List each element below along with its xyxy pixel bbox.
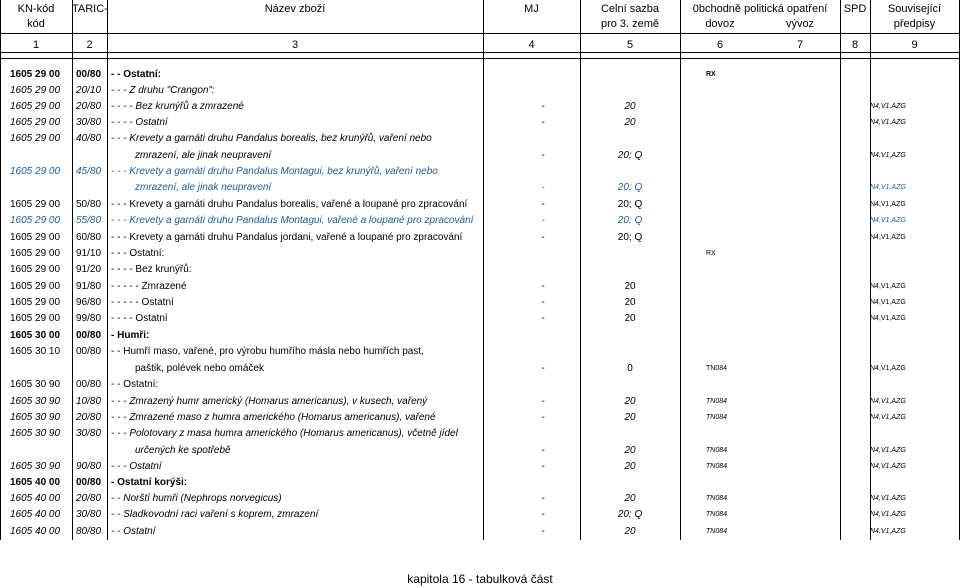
export-measure-cell: N4,V1,AZG	[870, 398, 906, 405]
column-number: 9	[911, 39, 918, 51]
column-number: 1	[32, 39, 40, 51]
duty-rate-cell: 20	[624, 117, 636, 128]
taric-code-cell: 55/80	[76, 215, 102, 226]
table-row	[0, 394, 960, 410]
taric-code-cell: 30/80	[76, 509, 102, 520]
table-row	[0, 279, 960, 295]
grid-line	[0, 33, 960, 34]
kn-code-cell: 1605 29 00	[10, 264, 61, 275]
import-measure-cell: RX	[706, 71, 716, 78]
table-row	[0, 410, 960, 426]
taric-code-cell: 00/80	[76, 330, 102, 341]
goods-description-cell: - - - Ostatní	[111, 461, 162, 472]
unit-cell: -	[541, 182, 545, 193]
header-goods-name: Název zboží	[264, 3, 326, 15]
table-row	[0, 491, 960, 507]
header-export: vývoz	[785, 18, 815, 30]
kn-code-cell: 1605 30 90	[10, 412, 61, 423]
unit-cell: -	[541, 199, 545, 210]
duty-rate-cell: 20; Q	[617, 232, 643, 243]
column-number: 2	[86, 39, 93, 51]
goods-description-cell: - - Ostatní:	[111, 379, 159, 390]
table-row	[0, 459, 960, 475]
unit-cell: -	[541, 297, 545, 308]
table-row	[0, 213, 960, 229]
export-measure-cell: N4,V1,AZG	[870, 528, 906, 535]
footer-chapter-label: kapitola 16 - tabulková část	[407, 572, 553, 586]
header-related-2: předpisy	[893, 18, 936, 30]
header-kn-code: KN-kód	[17, 3, 55, 15]
duty-rate-cell: 20	[624, 101, 636, 112]
table-row	[0, 148, 960, 164]
import-measure-cell: TN084	[706, 463, 728, 470]
goods-description-cell: - - Sladkovodní raci vaření s koprem, zmrazení	[111, 509, 319, 520]
kn-code-cell: 1605 29 00	[10, 101, 61, 112]
goods-description-cell: - - Humří maso, vařené, pro výrobu humřího másla nebo humřích past,	[111, 346, 424, 357]
unit-cell: -	[541, 363, 545, 374]
unit-cell: -	[541, 445, 545, 456]
duty-rate-cell: 20	[624, 526, 636, 537]
duty-rate-cell: 20; Q	[617, 150, 643, 161]
export-measure-cell: N4,V1,AZG	[870, 447, 906, 454]
import-measure-cell: TN084	[706, 447, 728, 454]
kn-code-cell: 1605 29 00	[10, 133, 61, 144]
duty-rate-cell: 20	[624, 412, 636, 423]
unit-cell: -	[541, 313, 545, 324]
export-measure-cell: N4,V1,AZG	[870, 234, 906, 241]
goods-description-cell: - - - Zmrazený humr americký (Homarus americanus), v kusech, vařený	[111, 396, 428, 407]
taric-code-cell: 20/80	[76, 101, 102, 112]
taric-code-cell: 50/80	[76, 199, 102, 210]
table-row	[0, 295, 960, 311]
unit-cell: -	[541, 101, 545, 112]
table-row	[0, 361, 960, 377]
duty-rate-cell: 20	[624, 445, 636, 456]
goods-description-cell: - - Norští humři (Nephrops norvegicus)	[111, 493, 282, 504]
goods-description-cell: - - - Zmrazené maso z humra amerického (Homarus americanus), vařené	[111, 412, 436, 423]
table-row	[0, 377, 960, 393]
table-row	[0, 83, 960, 99]
column-number: 7	[796, 39, 804, 51]
table-row	[0, 262, 960, 278]
export-measure-cell: N4,V1,AZG	[870, 119, 906, 126]
header-spd: SPD	[843, 3, 867, 15]
goods-description-cell: - - - Krevety a garnáti druhu Pandalus jordani, vařené a loupané pro zpracování	[111, 232, 463, 243]
taric-code-cell: 00/80	[76, 379, 102, 390]
import-measure-cell: TN084	[706, 414, 728, 421]
duty-rate-cell: 20; Q	[617, 182, 643, 193]
goods-description-cell: - - - Krevety a garnáti druhu Pandalus Montagui, vařené a loupané pro zpracování	[111, 215, 474, 226]
unit-cell: -	[541, 493, 545, 504]
table-row	[0, 475, 960, 491]
header-duty-2: pro 3. země	[600, 18, 660, 30]
header-kn-code-2: kód	[27, 18, 45, 30]
export-measure-cell: N4,V1,AZG	[870, 365, 906, 372]
header-import: dovoz	[705, 18, 735, 30]
duty-rate-cell: 20; Q	[617, 215, 643, 226]
kn-code-cell: 1605 40 00	[10, 493, 61, 504]
kn-code-cell: 1605 29 00	[10, 199, 61, 210]
export-measure-cell: N4,V1,AZG	[870, 184, 906, 191]
table-row	[0, 246, 960, 262]
taric-code-cell: 99/80	[76, 313, 102, 324]
kn-code-cell: 1605 30 90	[10, 461, 61, 472]
taric-code-cell: 91/10	[76, 248, 102, 259]
table-row	[0, 99, 960, 115]
export-measure-cell: N4,V1,AZG	[870, 299, 906, 306]
kn-code-cell: 1605 30 90	[10, 396, 61, 407]
taric-code-cell: 10/80	[76, 396, 102, 407]
taric-code-cell: 40/80	[76, 133, 102, 144]
column-number: 6	[716, 39, 724, 51]
export-measure-cell: N4,V1,AZG	[870, 315, 906, 322]
taric-code-cell: 96/80	[76, 297, 102, 308]
export-measure-cell: N4,V1,AZG	[870, 511, 906, 518]
kn-code-cell: 1605 29 00	[10, 248, 61, 259]
kn-code-cell: 1605 29 00	[10, 85, 61, 96]
taric-code-cell: 90/80	[76, 461, 102, 472]
table-row	[0, 180, 960, 196]
taric-code-cell: 30/80	[76, 428, 102, 439]
goods-description-cell: - - - Krevety a garnáti druhu Pandalus borealis, bez krunýřů, vaření nebo	[111, 133, 432, 144]
kn-code-cell: 1605 40 00	[10, 526, 61, 537]
taric-code-cell: 80/80	[76, 526, 102, 537]
table-row	[0, 426, 960, 442]
table-row	[0, 344, 960, 360]
import-measure-cell: TN084	[706, 495, 728, 502]
taric-code-cell: 45/80	[76, 166, 102, 177]
goods-description-cell: paštik, polévek nebo omáček	[135, 363, 264, 374]
goods-description-cell: - - - - Bez krunýřů a zmrazené	[111, 101, 244, 112]
table-row	[0, 131, 960, 147]
duty-rate-cell: 20; Q	[617, 199, 643, 210]
table-row	[0, 230, 960, 246]
export-measure-cell: N4,V1,AZG	[870, 201, 906, 208]
import-measure-cell: TN084	[706, 398, 728, 405]
goods-description-cell: - Ostatní korýši:	[111, 477, 188, 488]
duty-rate-cell: 20	[624, 396, 636, 407]
goods-description-cell: určených ke spotřebě	[135, 445, 231, 456]
taric-code-cell: 91/80	[76, 281, 102, 292]
taric-code-cell: 00/80	[76, 477, 102, 488]
unit-cell: -	[541, 526, 545, 537]
unit-cell: -	[541, 509, 545, 520]
unit-cell: -	[541, 281, 545, 292]
goods-description-cell: - - - Krevety a garnáti druhu Pandalus borealis, vařené a loupané pro zpracování	[111, 199, 468, 210]
kn-code-cell: 1605 40 00	[10, 509, 61, 520]
taric-code-cell: 20/10	[76, 85, 102, 96]
unit-cell: -	[541, 396, 545, 407]
duty-rate-cell: 20	[624, 281, 636, 292]
duty-rate-cell: 20	[624, 493, 636, 504]
table-row	[0, 115, 960, 131]
duty-rate-cell: 20	[624, 461, 636, 472]
grid-line	[0, 52, 960, 53]
header-duty: Celní sazba	[600, 3, 660, 15]
column-number: 3	[291, 39, 299, 51]
import-measure-cell: RX	[706, 250, 716, 257]
kn-code-cell: 1605 29 00	[10, 232, 61, 243]
taric-code-cell: 20/80	[76, 493, 102, 504]
goods-description-cell: - - - Polotovary z masa humra amerického (Homarus americanus), včetně jídel	[111, 428, 458, 439]
export-measure-cell: N4,V1,AZG	[870, 283, 906, 290]
taric-code-cell: 60/80	[76, 232, 102, 243]
header-related: Související	[887, 3, 942, 15]
kn-code-cell: 1605 30 90	[10, 379, 61, 390]
table-row	[0, 311, 960, 327]
column-number: 4	[528, 39, 535, 51]
duty-rate-cell: 0	[627, 363, 633, 374]
kn-code-cell: 1605 29 00	[10, 215, 61, 226]
column-number: 8	[851, 39, 859, 51]
kn-code-cell: 1605 29 00	[10, 297, 61, 308]
taric-code-cell: 00/80	[76, 346, 102, 357]
export-measure-cell: N4,V1,AZG	[870, 152, 906, 159]
kn-code-cell: 1605 29 00	[10, 281, 61, 292]
export-measure-cell: N4,V1,AZG	[870, 463, 906, 470]
kn-code-cell: 1605 40 00	[10, 477, 61, 488]
goods-description-cell: zmrazení, ale jinak neupravení	[135, 182, 272, 193]
import-measure-cell: TN084	[706, 365, 728, 372]
goods-description-cell: - - - - Ostatní	[111, 313, 168, 324]
unit-cell: -	[541, 412, 545, 423]
table-row	[0, 67, 960, 83]
goods-description-cell: - - Ostatní	[111, 526, 156, 537]
unit-cell: -	[541, 232, 545, 243]
table-row	[0, 164, 960, 180]
duty-rate-cell: 20; Q	[617, 509, 643, 520]
unit-cell: -	[541, 215, 545, 226]
header-unit: MJ	[524, 3, 539, 15]
table-row	[0, 524, 960, 540]
kn-code-cell: 1605 30 00	[10, 330, 61, 341]
export-measure-cell: N4,V1,AZG	[870, 495, 906, 502]
export-measure-cell: N4,V1,AZG	[870, 217, 906, 224]
goods-description-cell: - - - - - Zmrazené	[111, 281, 187, 292]
duty-rate-cell: 20	[624, 297, 636, 308]
kn-code-cell: 1605 30 10	[10, 346, 61, 357]
table-row	[0, 328, 960, 344]
import-measure-cell: TN084	[706, 511, 728, 518]
goods-description-cell: - - - Ostatní:	[111, 248, 165, 259]
kn-code-cell: 1605 29 00	[10, 166, 61, 177]
goods-description-cell: - - - - Bez krunýřů:	[111, 264, 192, 275]
import-measure-cell: TN084	[706, 528, 728, 535]
goods-description-cell: - - - - - Ostatní	[111, 297, 174, 308]
kn-code-cell: 1605 29 00	[10, 313, 61, 324]
unit-cell: -	[541, 117, 545, 128]
header-taric: TARIC-	[72, 3, 108, 15]
goods-description-cell: - - - Z druhu "Crangon":	[111, 85, 215, 96]
duty-rate-cell: 20	[624, 313, 636, 324]
table-row	[0, 507, 960, 523]
goods-description-cell: zmrazení, ale jinak neupravení	[135, 150, 272, 161]
table-row	[0, 443, 960, 459]
table-row	[0, 197, 960, 213]
kn-code-cell: 1605 29 00	[10, 117, 61, 128]
goods-description-cell: - - - - Ostatní	[111, 117, 168, 128]
export-measure-cell: N4,V1,AZG	[870, 414, 906, 421]
kn-code-cell: 1605 29 00	[10, 69, 61, 80]
grid-line	[0, 58, 960, 59]
goods-description-cell: - - Ostatní:	[111, 69, 161, 80]
taric-code-cell: 20/80	[76, 412, 102, 423]
unit-cell: -	[541, 461, 545, 472]
header-trade-policy: 0bchodně politická opatření	[692, 3, 828, 15]
taric-code-cell: 00/80	[76, 69, 102, 80]
taric-code-cell: 30/80	[76, 117, 102, 128]
export-measure-cell: N4,V1,AZG	[870, 103, 906, 110]
goods-description-cell: - Humři:	[111, 330, 150, 341]
goods-description-cell: - - - Krevety a garnáti druhu Pandalus Montagui, bez krunýřů, vaření nebo	[111, 166, 438, 177]
unit-cell: -	[541, 150, 545, 161]
kn-code-cell: 1605 30 90	[10, 428, 61, 439]
taric-code-cell: 91/20	[76, 264, 102, 275]
column-number: 5	[626, 39, 634, 51]
